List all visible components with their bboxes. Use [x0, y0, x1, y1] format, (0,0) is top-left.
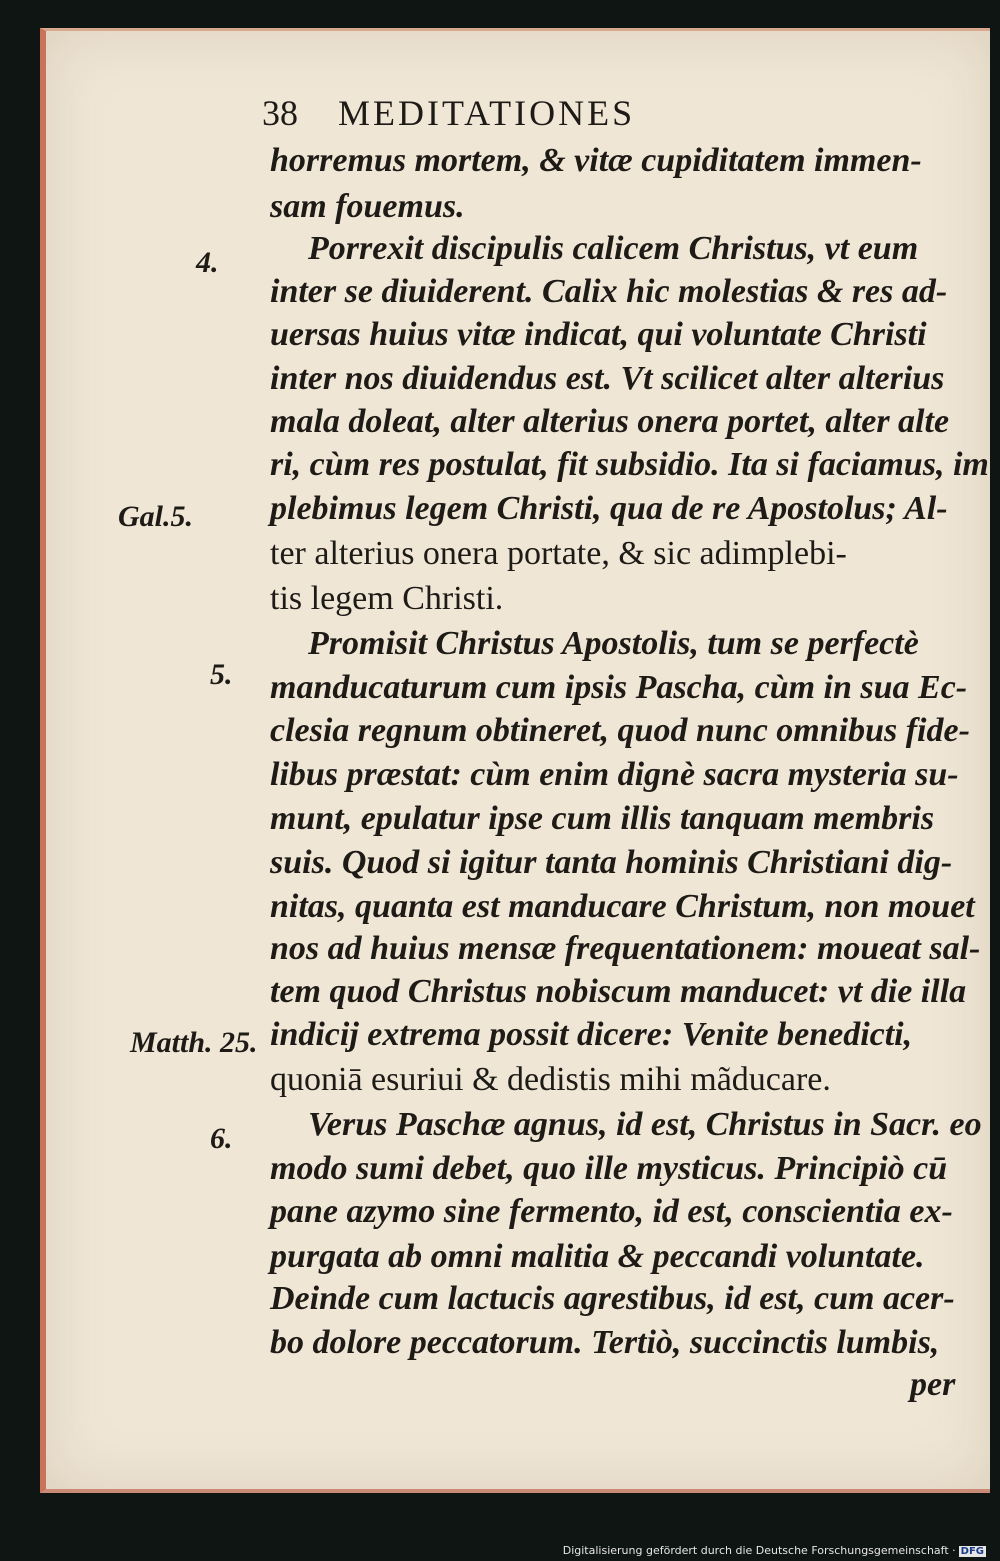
margin-note-gal: Gal.5.	[118, 500, 193, 533]
text-line: ri, cùm res postulat, fit subsidio. Ita si faciamus, im	[270, 446, 989, 483]
text-line: manducaturum cum ipsis Pascha, cùm in sua Ec-	[270, 669, 968, 706]
text-line: Promisit Christus Apostolis, tum se perfectè	[308, 625, 919, 662]
text-line: horremus mortem, & vitæ cupiditatem immen-	[270, 142, 922, 179]
text-line: munt, epulatur ipse cum illis tanquam membris	[270, 800, 935, 837]
running-header	[262, 92, 635, 134]
text-line: ter alterius onera portate, & sic adimplebi-	[270, 535, 847, 572]
text-line: indicij extrema possit dicere: Venite benedicti,	[270, 1016, 913, 1053]
text-line: quoniā esuriui & dedistis mihi mãducare.	[270, 1061, 831, 1098]
text-line: inter se diuiderent. Calix hic molestias & res ad-	[270, 273, 948, 310]
text-line: plebimus legem Christi, qua de re Apostolus; Al-	[270, 490, 948, 527]
text-line: inter nos diuidendus est. Vt scilicet alter alterius	[270, 360, 945, 397]
catchword: per	[910, 1366, 956, 1403]
margin-note-6: 6.	[210, 1122, 233, 1155]
text-line: Deinde cum lactucis agrestibus, id est, cum acer-	[270, 1280, 955, 1317]
margin-note-5: 5.	[210, 658, 233, 691]
dfg-logo: DFG	[960, 1546, 984, 1557]
credit-text: Digitalisierung gefördert durch die Deutsche Forschungsgemeinschaft ·	[562, 1544, 956, 1557]
text-line: nitas, quanta est manducare Christum, non mouet	[270, 888, 975, 925]
text-line: nos ad huius mensæ frequentationem: moueat sal-	[270, 930, 981, 967]
text-line: mala doleat, alter alterius onera portet, alter alte	[270, 403, 950, 440]
text-line: Verus Paschæ agnus, id est, Christus in Sacr. eo	[308, 1106, 982, 1143]
text-line: suis. Quod si igitur tanta hominis Christiani dig-	[270, 844, 953, 881]
text-line: tem quod Christus nobiscum manducet: vt die illa	[270, 973, 967, 1010]
text-line: clesia regnum obtineret, quod nunc omnibus fide-	[270, 712, 970, 749]
running-title: MEDITATIONES	[338, 93, 636, 133]
text-line: libus præstat: cùm enim dignè sacra mysteria su-	[270, 756, 959, 793]
page-number: 38	[262, 93, 298, 133]
text-line: Porrexit discipulis calicem Christus, vt eum	[308, 230, 919, 267]
text-line: uersas huius vitæ indicat, qui voluntate Christi	[270, 316, 927, 353]
text-line: sam fouemus.	[270, 188, 465, 225]
digitization-credit	[563, 1544, 986, 1557]
margin-note-4: 4.	[196, 246, 219, 279]
text-line: pane azymo sine fermento, id est, conscientia ex-	[270, 1193, 953, 1230]
text-line: bo dolore peccatorum. Tertiò, succinctis lumbis,	[270, 1324, 940, 1361]
margin-note-matth: Matth. 25.	[130, 1026, 258, 1059]
text-line: purgata ab omni malitia & peccandi voluntate.	[270, 1238, 925, 1275]
text-line: tis legem Christi.	[270, 580, 504, 617]
text-line: modo sumi debet, quo ille mysticus. Principiò cū	[270, 1150, 948, 1187]
